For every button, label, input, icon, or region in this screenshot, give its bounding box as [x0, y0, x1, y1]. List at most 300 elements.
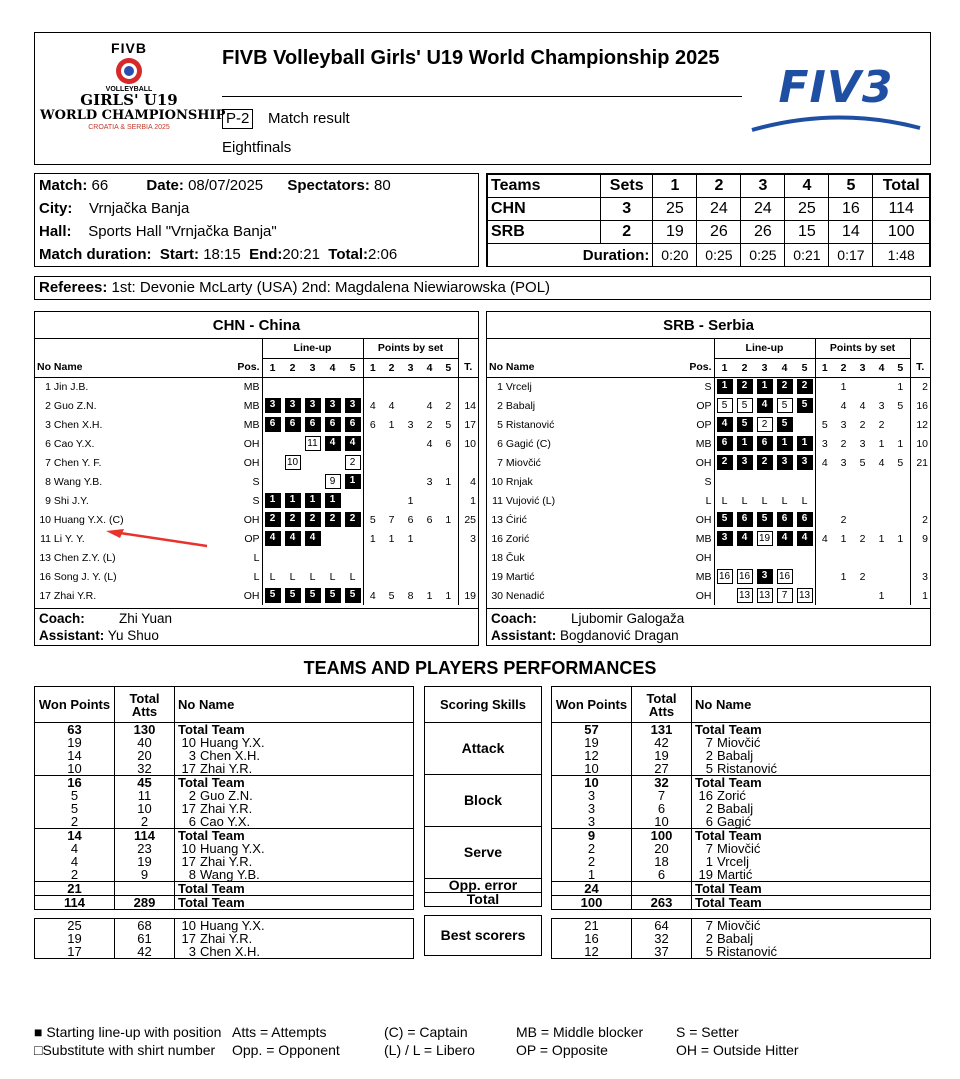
total-atts: 64 — [632, 919, 692, 933]
player-number: 1 — [45, 380, 51, 393]
performer-number: 5 — [705, 944, 713, 959]
player-position: MB — [243, 418, 260, 431]
points-by-set-header: Points by set — [363, 339, 458, 358]
set-points — [853, 491, 872, 510]
player-name-cell — [35, 396, 232, 415]
lineup-cell — [262, 377, 283, 396]
performer-name: Total Team — [178, 895, 245, 910]
lineup-cell — [735, 529, 755, 548]
player-number: 9 — [45, 494, 51, 507]
won-points: 19 — [35, 932, 115, 945]
doc-type: Match result — [268, 110, 350, 127]
performer-name: Total Team — [178, 828, 245, 843]
performer-cell — [692, 896, 931, 910]
lineup-cell — [343, 415, 364, 434]
coach-line — [491, 610, 926, 627]
set-points: 6 — [407, 513, 414, 526]
team-total-row — [35, 829, 414, 843]
performer-name: Huang Y.X. — [200, 918, 265, 933]
set-points — [891, 510, 910, 529]
performer-name: Huang Y.X. — [200, 841, 265, 856]
assistant-name: Yu Shuo — [107, 628, 159, 643]
lineup-set-header: 2 — [289, 361, 296, 374]
player-position: MB — [695, 437, 712, 450]
player-position: OH — [695, 551, 712, 564]
set-points: 4 — [388, 399, 395, 412]
set-points — [420, 453, 439, 472]
pos-header: Pos. — [689, 361, 712, 374]
player-row — [35, 510, 478, 529]
score-table — [487, 174, 930, 267]
performer-number: 2 — [705, 748, 713, 763]
performer-cell — [692, 776, 931, 790]
won-points: 1 — [552, 868, 632, 882]
performer-cell — [692, 762, 931, 776]
lineup-cell — [775, 472, 795, 491]
starting-position-box: 5 — [325, 588, 341, 603]
set-points: 5 — [363, 510, 382, 529]
starting-position-box: 4 — [717, 417, 733, 432]
legend-item: (C) = Captain — [384, 1024, 468, 1040]
set-points: 1 — [878, 589, 885, 602]
set-points — [872, 567, 891, 586]
skills-header-row — [425, 687, 542, 723]
player-row — [487, 434, 930, 453]
team-total-row — [552, 882, 931, 896]
player-position: L — [253, 570, 260, 583]
lineup-cell — [303, 510, 323, 529]
starting-position-box: 2 — [265, 512, 281, 527]
skill-label: Serve — [463, 844, 503, 860]
lineup-cell — [775, 586, 795, 605]
set-duration: 0:25 — [741, 244, 785, 267]
player-name-cell — [487, 510, 684, 529]
lineup-set-header: 4 — [781, 361, 788, 374]
set-points — [815, 396, 834, 415]
set-points — [363, 567, 382, 586]
player-name-cell — [35, 434, 232, 453]
roster-header-row — [35, 339, 478, 358]
performer-number: 10 — [181, 841, 196, 856]
lineup-cell — [795, 415, 816, 434]
starting-position-box: 1 — [717, 379, 733, 394]
player-number: 1 — [497, 380, 503, 393]
lineup-cell — [303, 434, 323, 453]
total-atts: 131 — [632, 723, 692, 737]
coach-label: Coach: — [39, 611, 85, 626]
lineup-cell — [323, 396, 343, 415]
set-points — [420, 529, 439, 548]
lineup-cell — [262, 510, 283, 529]
score-header-row — [488, 175, 930, 198]
libero-mark: L — [269, 570, 276, 583]
player-name: Cao Y.X. — [53, 437, 95, 450]
performer-name: Total Team — [695, 895, 762, 910]
player-position: S — [252, 494, 260, 507]
performer-name: Vrcelj — [717, 854, 750, 869]
set-points — [382, 491, 401, 510]
logo-fivb-text: FIVB — [111, 40, 147, 56]
lineup-cell — [323, 472, 343, 491]
lineup-cell — [714, 586, 735, 605]
performer-name: Babalj — [717, 748, 754, 763]
performer-cell — [175, 945, 414, 959]
won-points: 25 — [35, 919, 115, 933]
set-points — [815, 491, 834, 510]
lineup-cell — [714, 529, 735, 548]
performer-cell — [692, 829, 931, 843]
lineup-cell — [303, 567, 323, 586]
lineup-cell — [795, 586, 816, 605]
starting-position-box: 1 — [737, 436, 753, 451]
set-points — [363, 491, 382, 510]
hall-value: Sports Hall "Vrnjačka Banja" — [88, 223, 277, 240]
lineup-set-header: 1 — [262, 358, 283, 377]
libero-mark: L — [329, 570, 336, 583]
lineup-cell — [775, 415, 795, 434]
player-name-cell — [35, 510, 232, 529]
points-set-header: 5 — [445, 361, 452, 374]
won-points: 17 — [35, 945, 115, 959]
lineup-cell — [755, 434, 775, 453]
set-points: 2 — [878, 418, 885, 431]
lineup-cell — [262, 586, 283, 605]
lineup-cell — [775, 396, 795, 415]
performer-name: Huang Y.X. — [200, 735, 265, 750]
lineup-cell — [795, 453, 816, 472]
total-score: 100 — [873, 221, 930, 244]
lineup-cell — [714, 396, 735, 415]
set-points — [853, 548, 872, 567]
performer-name: Zhai Y.R. — [200, 931, 253, 946]
skill-label: Attack — [461, 740, 505, 756]
set-points — [439, 567, 458, 586]
starting-position-box: 4 — [285, 531, 301, 546]
set-points: 4 — [426, 399, 433, 412]
won-points: 10 — [35, 762, 115, 776]
starting-position-box: 3 — [305, 398, 321, 413]
player-name-cell — [487, 396, 684, 415]
set-points: 8 — [407, 589, 414, 602]
set-points: 2 — [445, 399, 452, 412]
performer-cell — [692, 945, 931, 959]
player-name: Ćirić — [505, 513, 527, 526]
starting-position-box: 1 — [285, 493, 301, 508]
team-total-row — [35, 723, 414, 737]
player-total: 25 — [458, 510, 478, 529]
set-points: 4 — [363, 396, 382, 415]
set-points: 2 — [859, 532, 866, 545]
player-row — [35, 586, 478, 605]
coach-label: Coach: — [491, 611, 537, 626]
set-points — [420, 491, 439, 510]
won-points: 19 — [552, 736, 632, 749]
set-score: 25 — [785, 198, 829, 221]
performer-cell — [175, 919, 414, 933]
total-atts — [115, 882, 175, 896]
player-row — [35, 415, 478, 434]
lineup-cell — [343, 529, 364, 548]
player-name: Babalj — [505, 399, 536, 412]
player-total — [458, 377, 478, 396]
player-name-cell — [35, 377, 232, 396]
team-title: CHN - China — [35, 312, 478, 339]
player-position: MB — [243, 380, 260, 393]
total-atts: 45 — [115, 776, 175, 790]
performer-name: Total Team — [178, 881, 245, 896]
starting-position-box: 6 — [797, 512, 813, 527]
player-name: Guo Z.N. — [53, 399, 97, 412]
player-performance-row — [552, 815, 931, 829]
starting-position-box: 3 — [345, 398, 361, 413]
player-total: 2 — [910, 510, 930, 529]
total-atts: 263 — [632, 896, 692, 910]
best-scorer-row — [35, 919, 414, 933]
set-points: 2 — [859, 418, 866, 431]
no-name-header: No Name — [37, 361, 83, 374]
player-number: 5 — [497, 418, 503, 431]
starting-position-box: 6 — [717, 436, 733, 451]
total-atts: 130 — [115, 723, 175, 737]
legend-item: ■ Starting line-up with position — [34, 1024, 222, 1040]
performer-number: 7 — [705, 841, 713, 856]
lineup-cell — [775, 453, 795, 472]
best-scorers-table — [551, 918, 931, 959]
total-atts: 42 — [632, 736, 692, 749]
set-points — [420, 377, 439, 396]
player-name: Čuk — [505, 551, 525, 564]
starting-position-box: 3 — [777, 455, 793, 470]
logo-volleyball-text: VOLLEYBALL — [105, 86, 153, 93]
won-points-header: Won Points — [35, 687, 115, 723]
set-points: 3 — [426, 475, 433, 488]
won-points: 12 — [552, 749, 632, 762]
set-points: 4 — [426, 437, 433, 450]
won-points: 5 — [35, 789, 115, 802]
lineup-cell — [343, 453, 364, 472]
total-header: T. — [910, 358, 930, 377]
team-total-row — [552, 896, 931, 910]
performer-cell — [692, 723, 931, 737]
match-label: Match: — [39, 177, 88, 194]
set-points — [891, 491, 910, 510]
set-points — [853, 377, 872, 396]
page-title: FIVB Volleyball Girls' U19 World Championship 2025 — [222, 47, 720, 69]
match-number: 66 — [91, 177, 109, 194]
city-value: Vrnjačka Banja — [89, 200, 190, 217]
set-points — [815, 586, 834, 605]
starting-position-box: 2 — [285, 512, 301, 527]
set-points — [382, 567, 401, 586]
player-total: 3 — [910, 567, 930, 586]
lineup-cell — [303, 491, 323, 510]
match-info-box — [34, 173, 479, 267]
set-points: 5 — [897, 456, 904, 469]
lineup-cell — [795, 377, 816, 396]
performer-name: Zorić — [717, 788, 746, 803]
lineup-cell — [262, 415, 283, 434]
player-name-cell — [487, 567, 684, 586]
set-points: 4 — [363, 586, 382, 605]
set-points — [872, 510, 891, 529]
player-row — [487, 453, 930, 472]
performer-number: 5 — [705, 761, 713, 776]
performer-number: 10 — [181, 735, 196, 750]
total-atts: 289 — [115, 896, 175, 910]
set-points — [891, 415, 910, 434]
total-atts: 100 — [632, 829, 692, 843]
starting-position-box: 4 — [345, 436, 361, 451]
starting-position-box: 6 — [757, 436, 773, 451]
lineup-cell — [755, 472, 775, 491]
set-points — [363, 472, 382, 491]
performer-name: Miovčić — [717, 735, 761, 750]
total-atts: 61 — [115, 932, 175, 945]
set-points — [815, 567, 834, 586]
legend-item: □Substitute with shirt number — [34, 1042, 216, 1058]
player-row — [487, 567, 930, 586]
player-name: Vujović (L) — [505, 494, 556, 507]
set-points: 1 — [388, 418, 395, 431]
substitute-number-box: 16 — [777, 569, 793, 584]
total-atts: 2 — [115, 815, 175, 829]
player-total: 3 — [458, 529, 478, 548]
duration-label: Match duration: — [39, 246, 152, 263]
skill-label: Block — [463, 792, 503, 808]
lineup-cell — [323, 567, 343, 586]
player-position: OH — [695, 513, 712, 526]
performer-name: Chen X.H. — [200, 944, 260, 959]
player-name: Wang Y.B. — [53, 475, 103, 488]
lineup-cell — [283, 434, 303, 453]
won-points: 2 — [35, 868, 115, 882]
total-atts: 11 — [115, 789, 175, 802]
set-points: 1 — [878, 437, 885, 450]
player-name-cell — [487, 415, 684, 434]
lineup-cell — [795, 567, 816, 586]
set-points: 6 — [363, 415, 382, 434]
performer-number: 6 — [188, 814, 196, 829]
lineup-cell — [343, 491, 364, 510]
starting-position-box: 5 — [717, 512, 733, 527]
roster-table — [487, 339, 930, 605]
set-header: 1 — [653, 175, 697, 198]
set-points — [439, 453, 458, 472]
total-label: Total: — [328, 246, 369, 263]
lineup-cell — [735, 434, 755, 453]
libero-mark: L — [801, 494, 808, 507]
set-header: 2 — [697, 175, 741, 198]
lineup-cell — [262, 529, 283, 548]
performer-number: 17 — [181, 854, 196, 869]
set-score: 24 — [741, 198, 785, 221]
player-position: OP — [696, 418, 712, 431]
set-points — [363, 548, 382, 567]
performer-cell — [175, 723, 414, 737]
libero-mark: L — [289, 570, 296, 583]
team-title: SRB - Serbia — [487, 312, 930, 339]
set-points — [401, 453, 420, 472]
player-position: OH — [243, 456, 260, 469]
set-points: 3 — [840, 456, 847, 469]
legend-item: S = Setter — [676, 1024, 739, 1040]
set-points: 1 — [363, 529, 382, 548]
set-points — [853, 472, 872, 491]
scoring-skills-column — [424, 686, 542, 956]
lineup-cell — [343, 548, 364, 567]
no-name-header: No Name — [489, 361, 535, 374]
starting-position-box: 1 — [265, 493, 281, 508]
player-number: 10 — [39, 513, 51, 526]
total-atts: 37 — [632, 945, 692, 959]
set-points: 5 — [859, 456, 866, 469]
legend-item: MB = Middle blocker — [516, 1024, 644, 1040]
performer-cell — [692, 868, 931, 882]
lineup-cell — [262, 472, 283, 491]
player-name-cell — [487, 434, 684, 453]
player-name: Chen Z.Y. (L) — [53, 551, 116, 564]
set-points — [401, 472, 420, 491]
performer-cell — [692, 882, 931, 896]
player-name: Miovčić — [505, 456, 541, 469]
set-score: 19 — [653, 221, 697, 244]
team-roster-srb — [486, 311, 931, 646]
fivb-swoosh-icon — [750, 110, 922, 132]
lineup-cell — [343, 472, 364, 491]
performance-title: TEAMS AND PLAYERS PERFORMANCES — [303, 658, 657, 678]
won-points: 21 — [35, 882, 115, 896]
lineup-cell — [795, 548, 816, 567]
player-position: MB — [243, 399, 260, 412]
performer-cell — [692, 919, 931, 933]
lineup-cell — [775, 510, 795, 529]
lineup-cell — [303, 548, 323, 567]
lineup-set-header: 4 — [329, 361, 336, 374]
date-label: Date: — [146, 177, 184, 194]
player-number: 19 — [491, 570, 503, 583]
player-number: 10 — [491, 475, 503, 488]
won-points: 2 — [35, 815, 115, 829]
player-row — [487, 396, 930, 415]
player-name: Shi J.Y. — [53, 494, 89, 507]
player-performance-row — [35, 762, 414, 776]
total-atts: 19 — [115, 855, 175, 868]
performer-number: 6 — [705, 814, 713, 829]
set-points: 3 — [407, 418, 414, 431]
coach-name: Zhi Yuan — [119, 611, 173, 626]
player-row — [35, 491, 478, 510]
player-name: Nenadić — [505, 589, 545, 602]
lineup-cell — [735, 586, 755, 605]
player-name: Martić — [505, 570, 535, 583]
score-row-srb — [488, 221, 930, 244]
player-total: 12 — [910, 415, 930, 434]
player-row — [487, 491, 930, 510]
player-name: Jin J.B. — [53, 380, 89, 393]
player-name-cell — [35, 548, 232, 567]
set-points — [401, 434, 420, 453]
lineup-set-header: 5 — [349, 361, 356, 374]
referees-text: 1st: Devonie McLarty (USA) 2nd: Magdalena Niewiarowska (POL) — [111, 279, 551, 296]
won-points: 21 — [552, 919, 632, 933]
player-position: OH — [243, 437, 260, 450]
performer-number: 1 — [705, 854, 713, 869]
performer-name: Zhai Y.R. — [200, 854, 253, 869]
lineup-cell — [323, 434, 343, 453]
player-row — [487, 415, 930, 434]
lineup-cell — [303, 377, 323, 396]
lineup-cell — [323, 586, 343, 605]
